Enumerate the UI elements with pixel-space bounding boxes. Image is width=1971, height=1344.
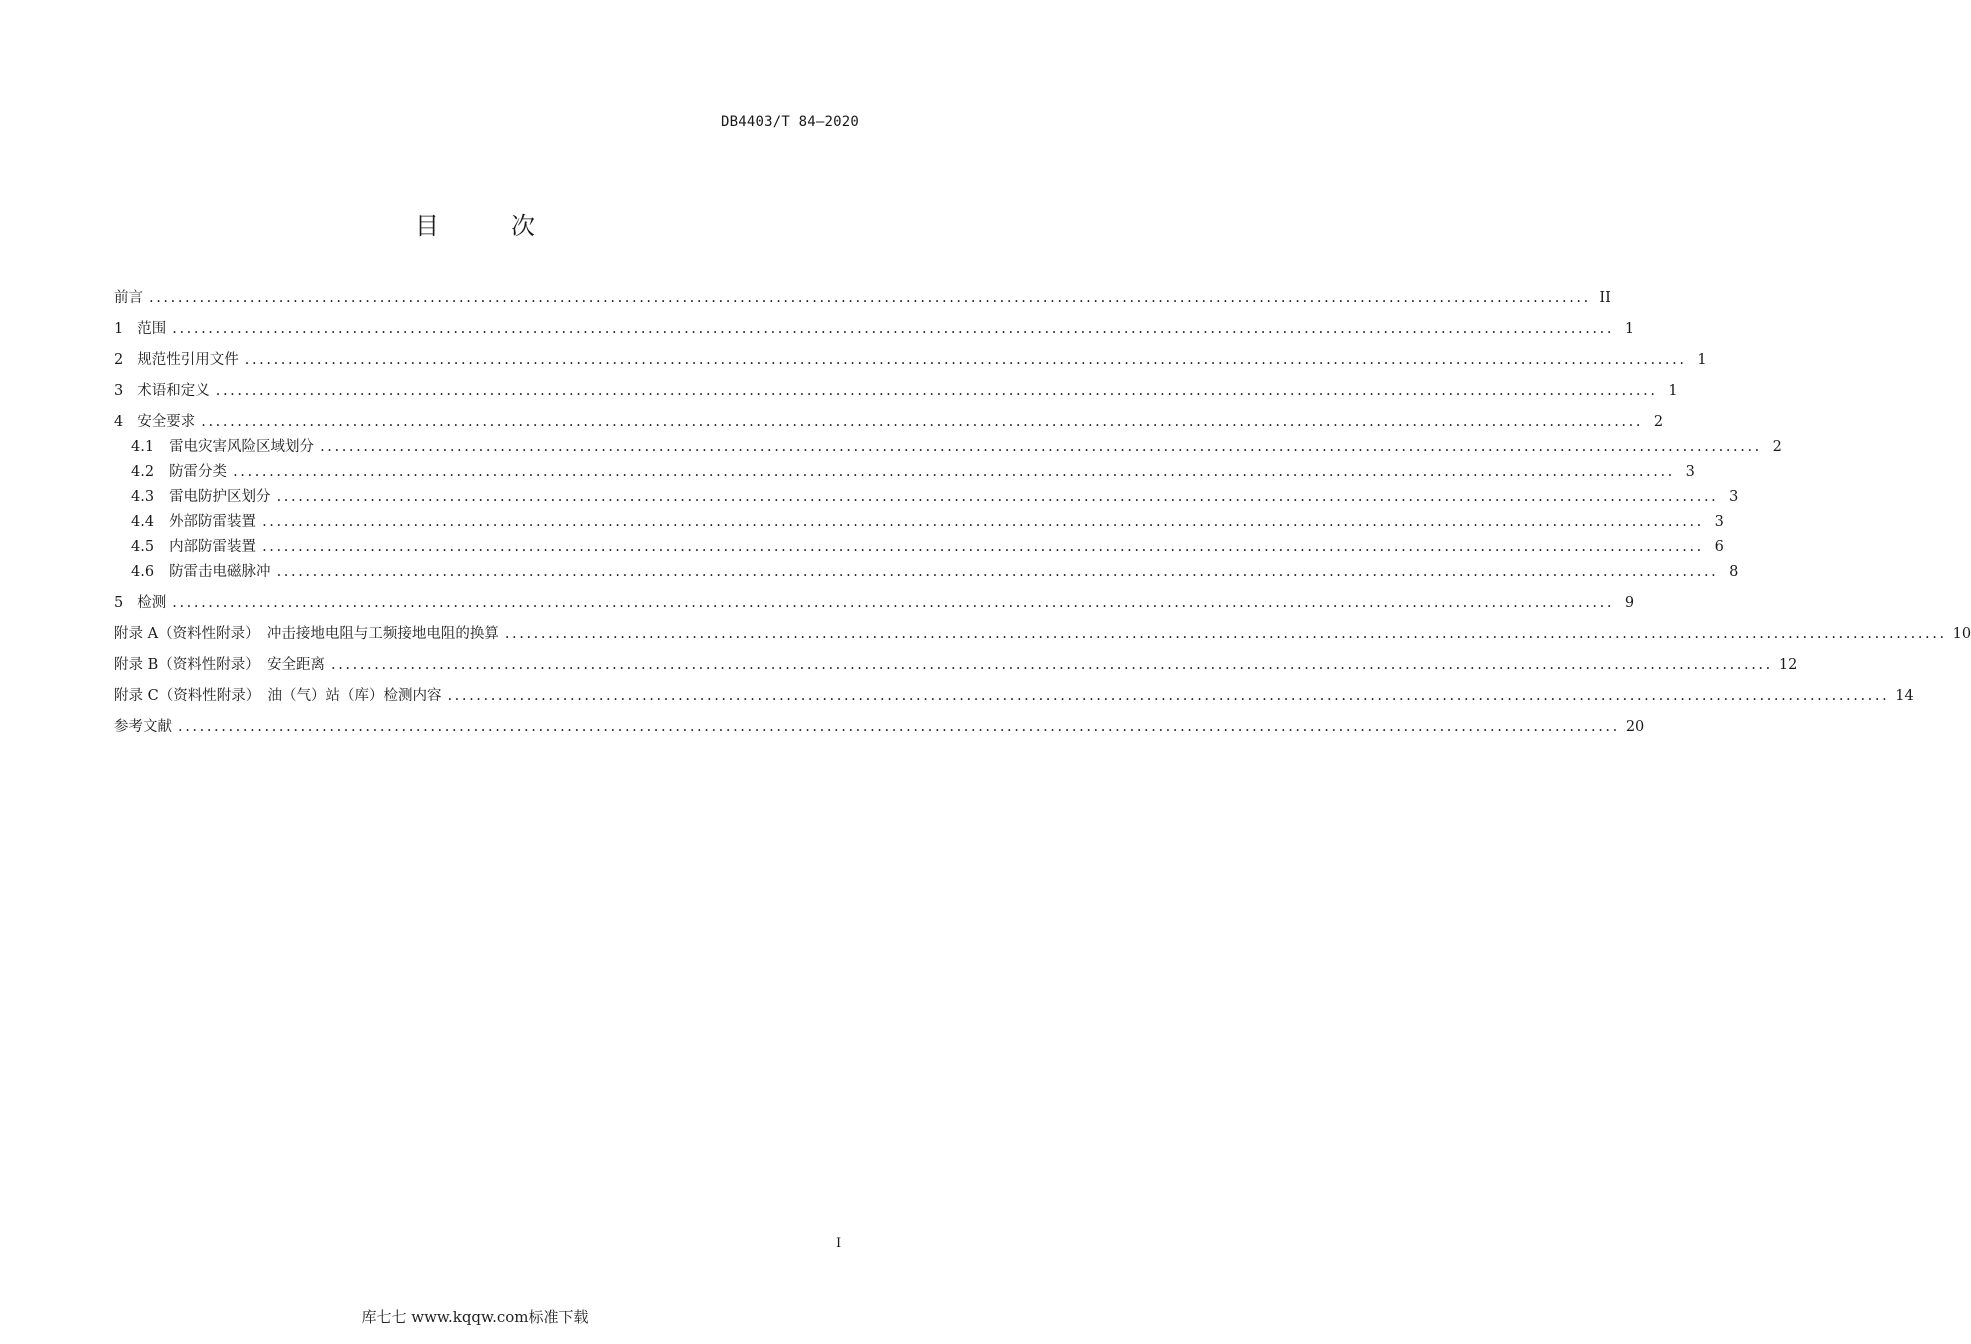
toc-entry-label: 附录 A（资料性附录） 冲击接地电阻与工频接地电阻的换算 [114, 626, 499, 642]
dot-leader: ........................................................................................................................................................................................................ [215, 383, 1658, 399]
toc-entry-page: 12 [1778, 657, 1798, 673]
toc-entry-number: 1 [114, 321, 124, 337]
watermark-text: 库七七 www.kqqw.com标准下载 [361, 1308, 589, 1326]
toc-entry[interactable] [114, 592, 1635, 623]
toc-entry[interactable] [114, 623, 1971, 654]
toc-entry[interactable] [114, 380, 1678, 411]
toc-entry-label: 范围 [137, 321, 167, 337]
dot-leader: ........................................................................................................................................................................................................ [331, 657, 1773, 673]
toc-entry-label: 参考文献 [114, 719, 172, 735]
toc-entry-page: 2 [1653, 414, 1664, 430]
toc-entry[interactable] [114, 511, 1724, 536]
toc-entry-page: 3 [1685, 464, 1695, 480]
dot-leader: ........................................................................................................................................................................................................ [447, 688, 1890, 704]
toc-entry-number: 4.5 [131, 539, 155, 555]
toc-entry-page: 3 [1714, 514, 1724, 530]
toc-entry-page: 1 [1697, 352, 1707, 368]
toc-entry[interactable] [114, 685, 1914, 716]
toc-entry-number: 4.1 [131, 439, 155, 455]
toc-entry[interactable] [114, 461, 1695, 486]
toc-entry-label: 雷电灾害风险区域划分 [169, 439, 315, 455]
toc-entry[interactable] [114, 318, 1635, 349]
toc-entry-number: 4.3 [131, 489, 155, 505]
toc-entry-number: 5 [114, 595, 124, 611]
toc-entry-label: 防雷分类 [169, 464, 228, 480]
toc-entry-page: 1 [1668, 383, 1678, 399]
dot-leader: ........................................................................................................................................................................................................ [178, 719, 1620, 735]
dot-leader: ........................................................................................................................................................................................................ [172, 321, 1615, 337]
dot-leader: ........................................................................................................................................................................................................ [149, 290, 1591, 306]
toc-entry-number: 4 [114, 414, 124, 430]
toc-entry[interactable] [114, 287, 1611, 318]
toc-entry-page: 9 [1624, 595, 1635, 611]
toc-entry-number: 2 [114, 352, 124, 368]
toc-entry-label: 规范性引用文件 [137, 352, 239, 368]
dot-leader: ........................................................................................................................................................................................................ [201, 414, 1644, 430]
toc-title: 目 次 [415, 212, 559, 240]
dot-leader: ........................................................................................................................................................................................................ [320, 439, 1762, 455]
toc-entry-label: 雷电防护区划分 [169, 489, 271, 505]
toc-entry-label: 术语和定义 [137, 383, 210, 399]
page-number: I [836, 1236, 842, 1251]
dot-leader: ........................................................................................................................................................................................................ [262, 514, 1704, 530]
dot-leader: ........................................................................................................................................................................................................ [262, 539, 1704, 555]
toc-entry-page: 6 [1714, 539, 1724, 555]
toc-entry-number: 4.2 [131, 464, 155, 480]
dot-leader: ........................................................................................................................................................................................................ [172, 595, 1615, 611]
toc-entry-page: 3 [1729, 489, 1739, 505]
dot-leader: ........................................................................................................................................................................................................ [244, 352, 1687, 368]
toc-entry-page: 20 [1625, 719, 1645, 735]
table-of-contents [114, 287, 1971, 747]
toc-entry[interactable] [114, 436, 1782, 461]
toc-entry[interactable] [114, 716, 1645, 747]
toc-entry[interactable] [114, 536, 1724, 561]
toc-entry-page: 14 [1895, 688, 1914, 704]
toc-entry-label: 附录 C（资料性附录） 油（气）站（库）检测内容 [114, 688, 442, 704]
toc-entry[interactable] [114, 486, 1739, 511]
toc-entry-number: 4.6 [131, 564, 155, 580]
dot-leader: ........................................................................................................................................................................................................ [233, 464, 1675, 480]
dot-leader: ........................................................................................................................................................................................................ [504, 626, 1947, 642]
toc-entry-label: 检测 [137, 595, 167, 611]
toc-entry[interactable] [114, 349, 1707, 380]
toc-entry-label: 附录 B（资料性附录） 安全距离 [114, 657, 326, 673]
dot-leader: ........................................................................................................................................................................................................ [276, 489, 1719, 505]
toc-entry-label: 安全要求 [137, 414, 196, 430]
toc-entry[interactable] [114, 654, 1798, 685]
document-code: DB4403/T 84—2020 [720, 114, 859, 130]
toc-entry[interactable] [114, 561, 1739, 586]
toc-entry-number: 4.4 [131, 514, 155, 530]
toc-entry-page: II [1599, 290, 1611, 306]
toc-entry-page: 1 [1624, 321, 1635, 337]
toc-entry-number: 3 [114, 383, 124, 399]
toc-entry-label: 防雷击电磁脉冲 [169, 564, 271, 580]
toc-entry-label: 内部防雷装置 [169, 539, 257, 555]
toc-entry-page: 2 [1772, 439, 1782, 455]
toc-entry-label: 前言 [114, 290, 143, 306]
dot-leader: ........................................................................................................................................................................................................ [276, 564, 1719, 580]
toc-entry-page: 10 [1952, 626, 1971, 642]
toc-entry-page: 8 [1729, 564, 1739, 580]
toc-entry-label: 外部防雷装置 [169, 514, 257, 530]
